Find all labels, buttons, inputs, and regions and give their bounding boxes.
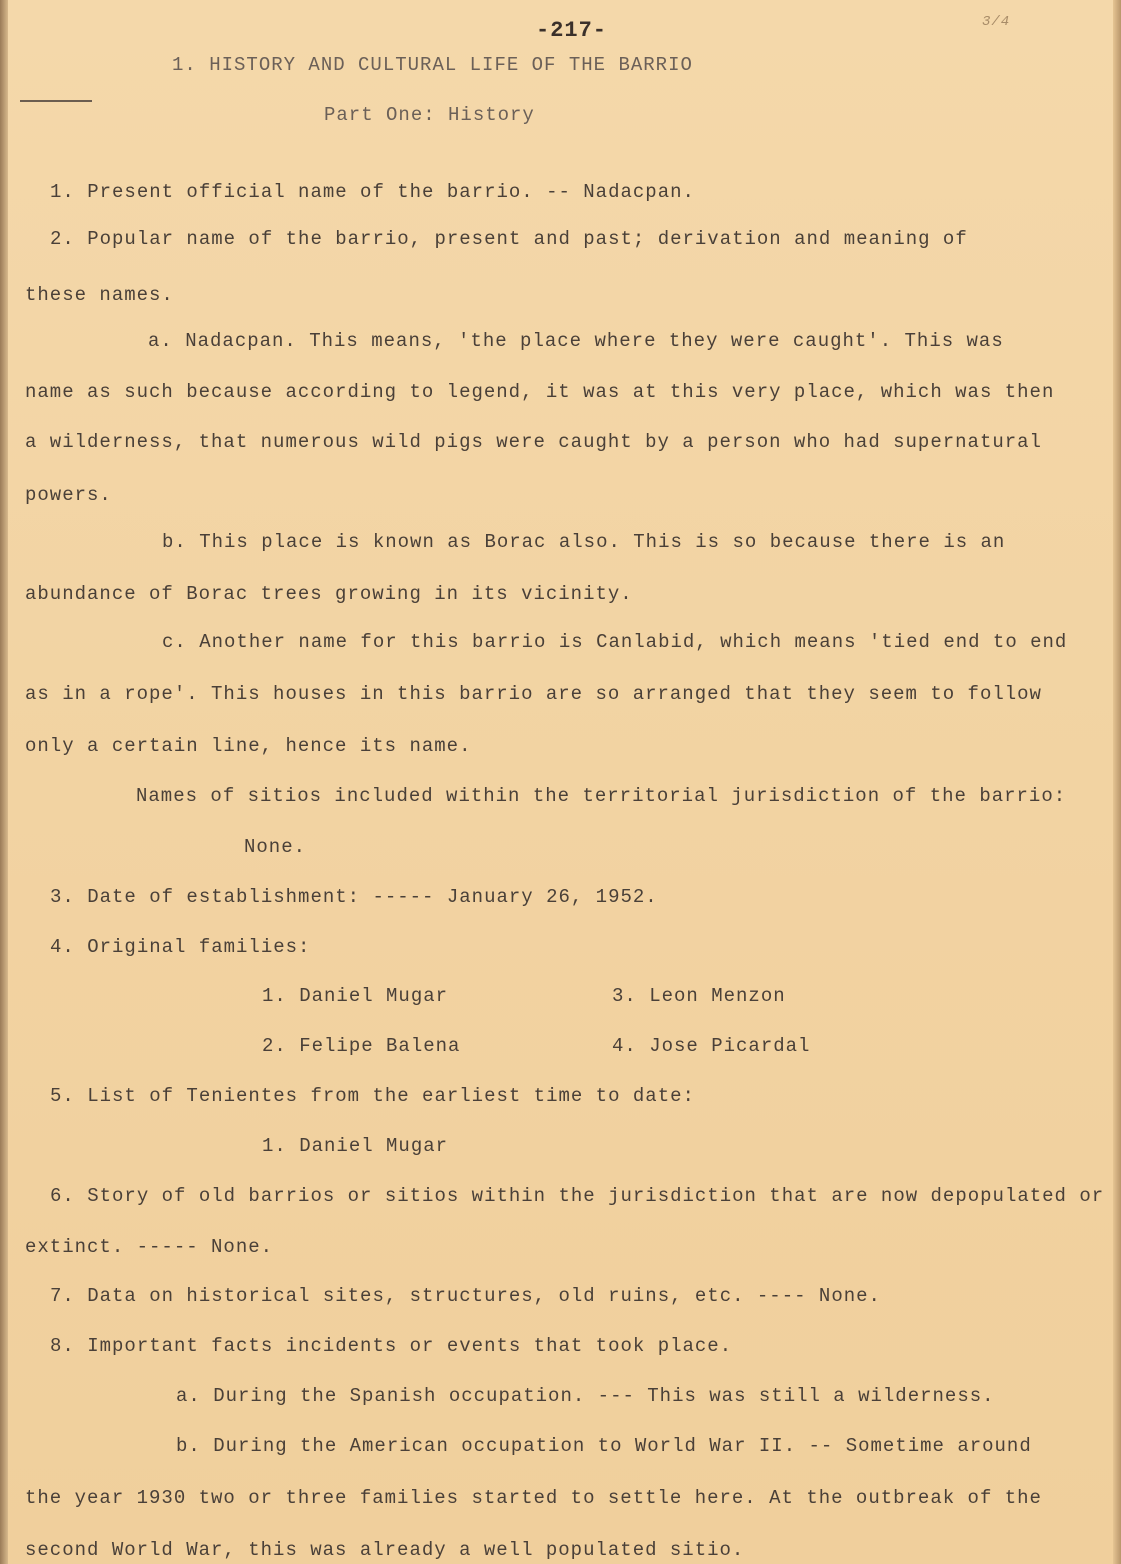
page-right-edge <box>1113 0 1121 1564</box>
section-heading: 1. HISTORY AND CULTURAL LIFE OF THE BARRIO <box>172 54 693 76</box>
body-line: 5. List of Tenientes from the earliest time to date: <box>50 1085 695 1107</box>
body-line: powers. <box>25 484 112 506</box>
body-line: extinct. ----- None. <box>25 1236 274 1258</box>
body-line: the year 1930 two or three families started to settle here. At the outbreak of the <box>25 1487 1042 1509</box>
corner-mark: 3/4 <box>982 14 1011 30</box>
body-line: only a certain line, hence its name. <box>25 735 472 757</box>
body-line: a wilderness, that numerous wild pigs were caught by a person who had supernatural <box>25 431 1042 453</box>
body-line: a. During the Spanish occupation. --- This was still a wilderness. <box>176 1385 995 1407</box>
body-line: as in a rope'. This houses in this barrio are so arranged that they seem to follow <box>25 683 1042 705</box>
body-line: these names. <box>25 284 174 306</box>
family-entry: 1. Daniel Mugar <box>262 985 449 1007</box>
page-left-edge <box>0 0 8 1564</box>
body-line: a. Nadacpan. This means, 'the place where they were caught'. This was <box>148 330 1004 352</box>
body-line: 3. Date of establishment: ----- January 26, 1952. <box>50 886 658 908</box>
family-entry: 3. Leon Menzon <box>612 985 786 1007</box>
body-line: abundance of Borac trees growing in its vicinity. <box>25 583 633 605</box>
body-line: c. Another name for this barrio is Canlabid, which means 'tied end to end <box>162 631 1068 653</box>
body-line: None. <box>244 836 307 858</box>
family-entry: 2. Felipe Balena <box>262 1035 461 1057</box>
body-line: b. This place is known as Borac also. This is so because there is an <box>162 531 1006 553</box>
part-heading: Part One: History <box>324 104 535 126</box>
body-line: name as such because according to legend, it was at this very place, which was then <box>25 381 1055 403</box>
body-line: b. During the American occupation to World War II. -- Sometime around <box>176 1435 1032 1457</box>
body-line: 2. Popular name of the barrio, present and past; derivation and meaning of <box>50 228 968 250</box>
margin-dash-mark <box>20 100 92 102</box>
body-line: 1. Present official name of the barrio. -- Nadacpan. <box>50 181 695 203</box>
body-line: second World War, this was already a well populated sitio. <box>25 1539 745 1561</box>
family-entry: 4. Jose Picardal <box>612 1035 811 1057</box>
body-line: Names of sitios included within the territorial jurisdiction of the barrio: <box>136 785 1067 807</box>
teniente-entry: 1. Daniel Mugar <box>262 1135 449 1157</box>
body-line: 4. Original families: <box>50 936 311 958</box>
page-number: -217- <box>536 18 608 43</box>
body-line: 7. Data on historical sites, structures, old ruins, etc. ---- None. <box>50 1285 881 1307</box>
body-line: 6. Story of old barrios or sitios within the jurisdiction that are now depopulated or <box>50 1185 1105 1207</box>
body-line: 8. Important facts incidents or events that took place. <box>50 1335 733 1357</box>
